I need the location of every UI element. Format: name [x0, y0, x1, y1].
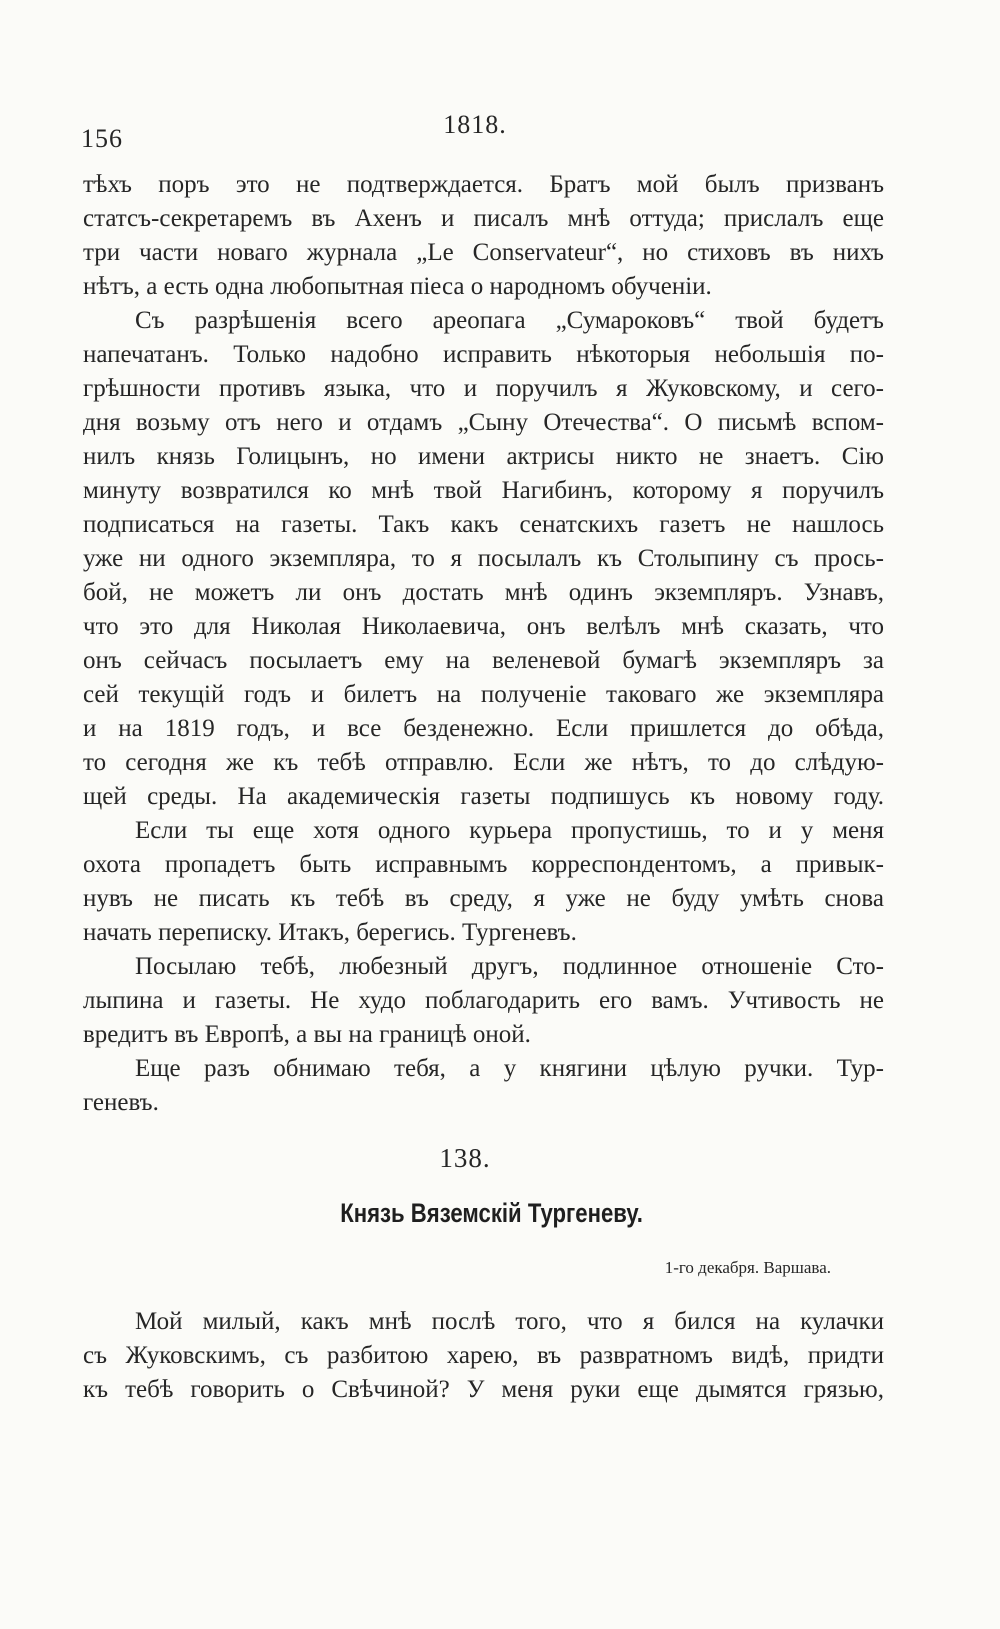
text-line: нѣтъ, а есть одна любопытная піеса о народномъ обученіи.	[83, 273, 712, 300]
text-line: что это для Николая Николаевича, онъ велѣлъ мнѣ сказать, что	[83, 613, 884, 640]
text-line: къ тебѣ говорить о Свѣчиной? У меня руки еще дымятся грязью,	[83, 1376, 884, 1403]
text-line: Еще разъ обнимаю тебя, а у княгини цѣлую ручки. Тур-	[135, 1055, 884, 1082]
paragraph	[83, 168, 884, 304]
paragraph	[83, 814, 884, 950]
letter-number: 138.	[439, 1143, 491, 1173]
text-line: грѣшности противъ языка, что и поручилъ я Жуковскому, и сего-	[83, 375, 884, 402]
text-line: вредитъ въ Европѣ, а вы на границѣ оной.	[83, 1021, 531, 1048]
text-line: нилъ князь Голицынъ, но имени актрисы никто не знаетъ. Сію	[83, 443, 884, 470]
paragraph	[83, 950, 884, 1052]
text-line: геневъ.	[83, 1089, 159, 1116]
paragraph	[83, 1305, 884, 1407]
text-line: Если ты еще хотя одного курьера пропустишь, то и у меня	[135, 817, 884, 844]
text-line: то сегодня же къ тебѣ отправлю. Если же нѣтъ, то до слѣдую-	[83, 749, 884, 776]
text-line: тѣхъ поръ это не подтверждается. Братъ мой былъ призванъ	[83, 171, 884, 198]
text-line: дня возьму отъ него и отдамъ „Сыну Отечества“. О письмѣ вспом-	[83, 409, 884, 436]
text-line: минуту возвратился ко мнѣ твой Нагибинъ, которому я поручилъ	[83, 477, 884, 504]
text-line: напечатанъ. Только надобно исправить нѣкоторыя небольшія по-	[83, 341, 884, 368]
text-line: уже ни одного экземпляра, то я посылалъ къ Столыпину съ прось-	[83, 545, 884, 572]
text-line: статсъ-секретаремъ въ Ахенъ и писалъ мнѣ оттуда; прислалъ еще	[83, 205, 884, 232]
text-line: сей текущій годъ и билетъ на полученіе таковаго же экземпляра	[83, 681, 884, 708]
running-title: 1818.	[443, 110, 507, 139]
letter-text	[83, 1305, 884, 1407]
text-line: онъ сейчасъ посылаетъ ему на веленевой бумагѣ экземпляръ за	[83, 647, 884, 674]
text-line: подписаться на газеты. Такъ какъ сенатскихъ газетъ не нашлось	[83, 511, 884, 538]
letter-dateline: 1-го декабря. Варшава.	[664, 1258, 831, 1277]
text-line: Съ разрѣшенія всего ареопага „Сумароковъ“ твой будетъ	[135, 307, 884, 334]
text-line: охота пропадетъ быть исправнымъ корреспондентомъ, а привык-	[83, 851, 884, 878]
page-number: 156	[81, 124, 123, 153]
text-line: нувъ не писать къ тебѣ въ среду, я уже не буду умѣть снова	[83, 885, 884, 912]
text-line: лыпина и газеты. Не худо поблагодарить его вамъ. Учтивость не	[83, 987, 884, 1014]
text-line: съ Жуковскимъ, съ разбитою харею, въ развратномъ видѣ, придти	[83, 1342, 884, 1369]
text-line: и на 1819 годъ, и все безденежно. Если пришлется до обѣда,	[83, 715, 884, 742]
text-line: три части новаго журнала „Le Conservateur“, но стиховъ въ нихъ	[83, 239, 884, 266]
text-line: щей среды. На академическія газеты подпишусь къ новому году.	[83, 783, 884, 810]
body-text	[83, 168, 884, 1120]
text-line: Посылаю тебѣ, любезный другъ, подлинное отношеніе Сто-	[135, 953, 884, 980]
letter-heading-container	[91, 1196, 892, 1235]
letter-heading: Князь Вяземскій Тургеневу.	[340, 1198, 643, 1228]
paragraph	[83, 304, 884, 814]
text-line: бой, не можетъ ли онъ достать мнѣ одинъ экземпляръ. Узнавъ,	[83, 579, 884, 606]
text-line: Мой милый, какъ мнѣ послѣ того, что я бился на кулачки	[135, 1308, 884, 1335]
text-line: начать переписку. Итакъ, берегись. Тургеневъ.	[83, 919, 577, 946]
paragraph	[83, 1052, 884, 1120]
